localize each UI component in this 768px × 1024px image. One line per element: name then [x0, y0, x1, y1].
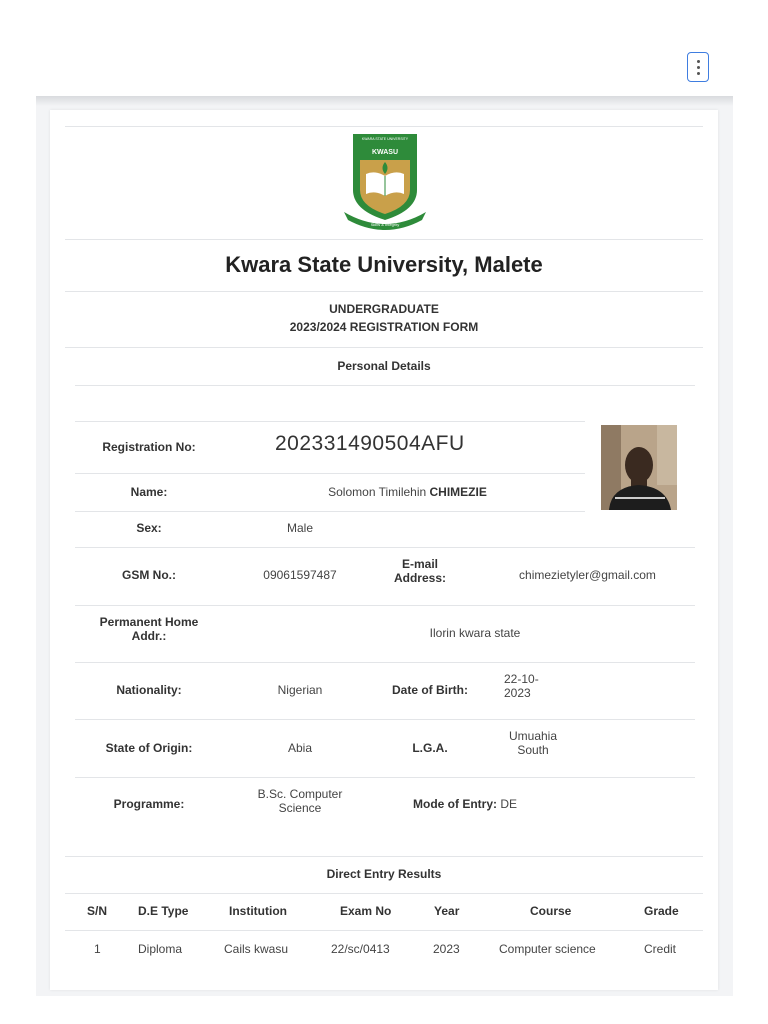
divider: [65, 239, 703, 240]
email-label: E-mail Address:: [393, 557, 446, 585]
col-header: S/N: [87, 904, 108, 918]
university-name: Kwara State University, Malete: [225, 252, 543, 277]
student-name: Solomon Timilehin CHIMEZIE: [328, 485, 487, 499]
registration-number: 202331490504AFU: [275, 432, 465, 455]
programme-label: Programme:: [113, 797, 185, 811]
svg-text:Skills & Integrity: Skills & Integrity: [370, 222, 400, 227]
col-header: D.E Type: [138, 904, 189, 918]
name-label: Name:: [130, 485, 168, 499]
address-value: Ilorin kwara state: [429, 626, 521, 640]
form-title: 2023/2024 REGISTRATION FORM: [289, 320, 479, 334]
col-header: Grade: [644, 904, 679, 918]
table-cell: 2023: [433, 942, 460, 956]
nationality-value: Nigerian: [277, 683, 323, 697]
direct-entry-heading: Direct Entry Results: [326, 867, 442, 881]
state-of-origin-value: Abia: [287, 741, 313, 755]
divider: [75, 385, 695, 386]
col-header: Institution: [229, 904, 287, 918]
lga-label: L.G.A.: [412, 741, 448, 755]
programme-value: B.Sc. Computer Science: [257, 787, 343, 815]
registration-form-card: [50, 110, 718, 990]
lga-value: Umuahia South: [508, 729, 558, 757]
table-cell: Cails kwasu: [224, 942, 289, 956]
table-cell: 1: [94, 942, 101, 956]
address-label: Permanent Home Addr.:: [99, 615, 199, 643]
registration-label: Registration No:: [102, 440, 196, 454]
sex-value: Male: [286, 521, 313, 535]
table-cell: 22/sc/0413: [331, 942, 390, 956]
gsm-label: GSM No.:: [122, 568, 176, 582]
kwasu-logo: [340, 132, 430, 232]
logo-name: KWASU: [371, 149, 399, 156]
nationality-label: Nationality:: [116, 683, 182, 697]
svg-text:KWARA STATE UNIVERSITY: KWARA STATE UNIVERSITY: [361, 137, 409, 141]
col-header: Exam No: [340, 904, 392, 918]
kebab-vertical-icon[interactable]: [687, 52, 709, 82]
sex-label: Sex:: [136, 521, 162, 535]
top-bar: [0, 0, 768, 96]
divider: [65, 347, 703, 348]
form-level: UNDERGRADUATE: [329, 302, 439, 316]
table-cell: Credit: [644, 942, 677, 956]
dob-value: 22-10- 2023: [504, 672, 539, 700]
state-of-origin-label: State of Origin:: [105, 741, 193, 755]
divider: [65, 126, 703, 127]
mode-of-entry: Mode of Entry: DE: [413, 797, 518, 811]
personal-details-heading: Personal Details: [337, 359, 431, 373]
email-value: chimezietyler@gmail.com: [519, 568, 656, 582]
divider: [65, 291, 703, 292]
col-header: Year: [434, 904, 460, 918]
table-cell: Diploma: [138, 942, 183, 956]
table-cell: Computer science: [499, 942, 596, 956]
gsm-value: 09061597487: [263, 568, 337, 582]
dob-label: Date of Birth:: [392, 683, 468, 697]
student-photo: [601, 425, 677, 510]
col-header: Course: [530, 904, 572, 918]
